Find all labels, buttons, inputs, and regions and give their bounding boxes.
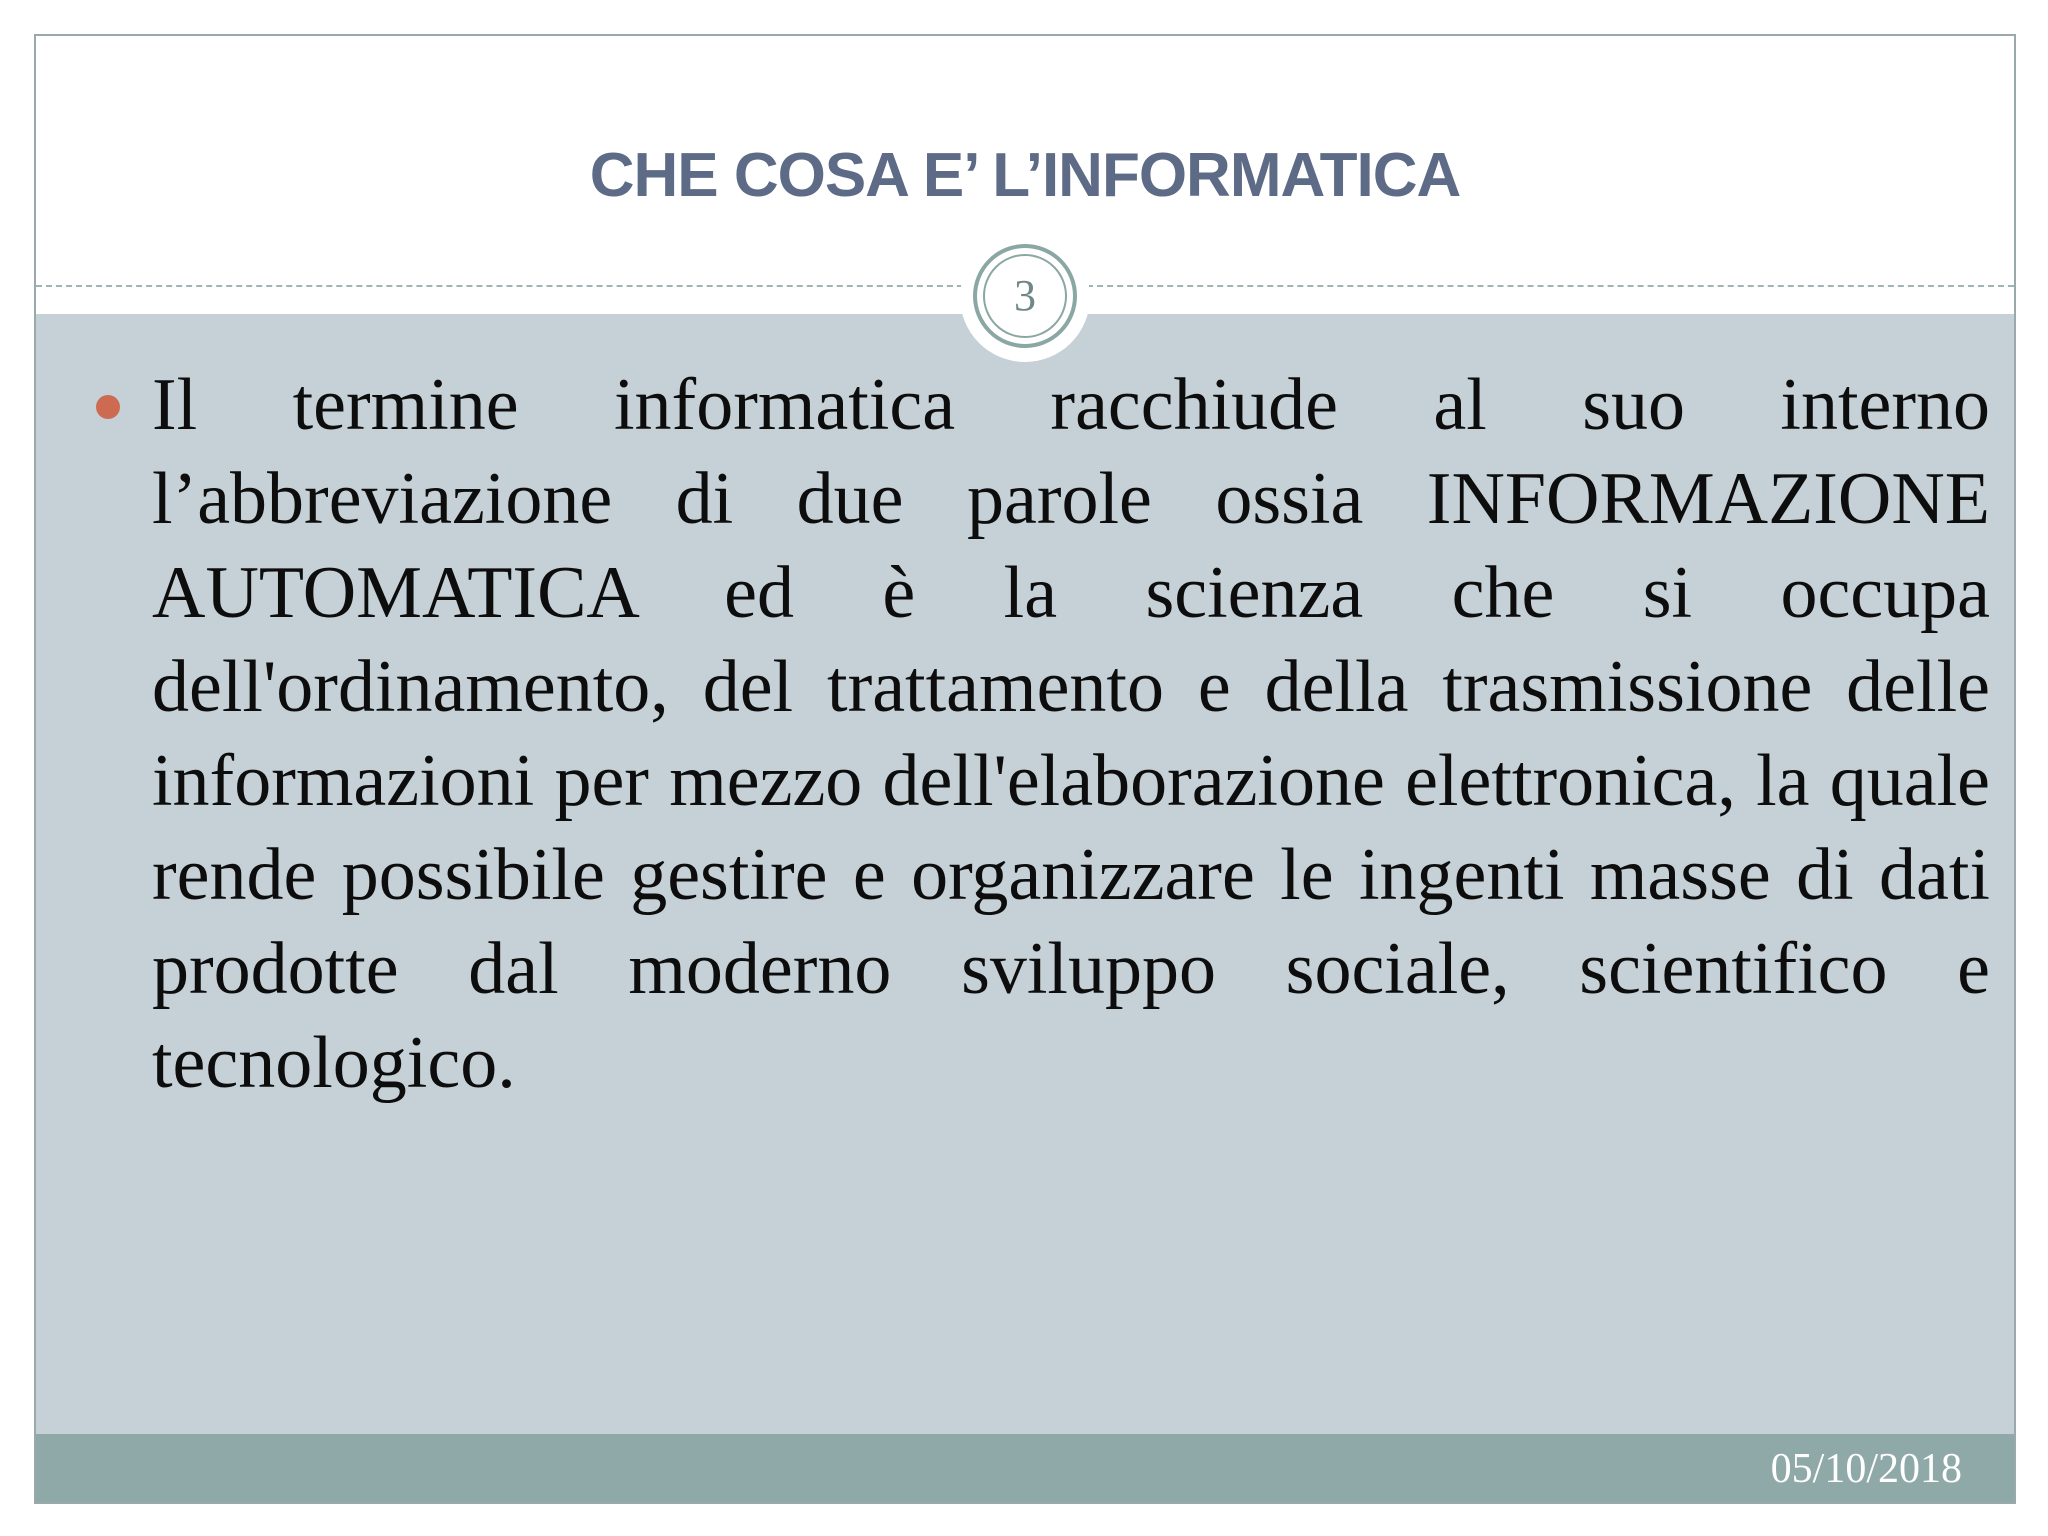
slide-footer <box>36 1434 2014 1504</box>
bullet-icon <box>96 395 120 419</box>
bullet-text: Il termine informatica racchiude al suo interno l’abbreviazione di due parole ossia INFORMAZIONE AUTOMATICA ed è la scienza che si occupa dell'ordinamento, del trattamento e della trasmissione delle informazioni per mezzo dell'elaborazione elettronica, la quale rende possibile gestire e organizzare le ingenti masse di dati prodotte dal moderno sviluppo sociale, scientifico e tecnologico. <box>152 364 1990 1104</box>
slide-number-badge <box>973 244 1077 348</box>
slide-number: 3 <box>983 254 1067 338</box>
slide <box>34 34 2016 1504</box>
slide-date: 05/10/2018 <box>1770 1446 1962 1492</box>
slide-title: CHE COSA E’ L’INFORMATICA <box>589 141 1461 210</box>
